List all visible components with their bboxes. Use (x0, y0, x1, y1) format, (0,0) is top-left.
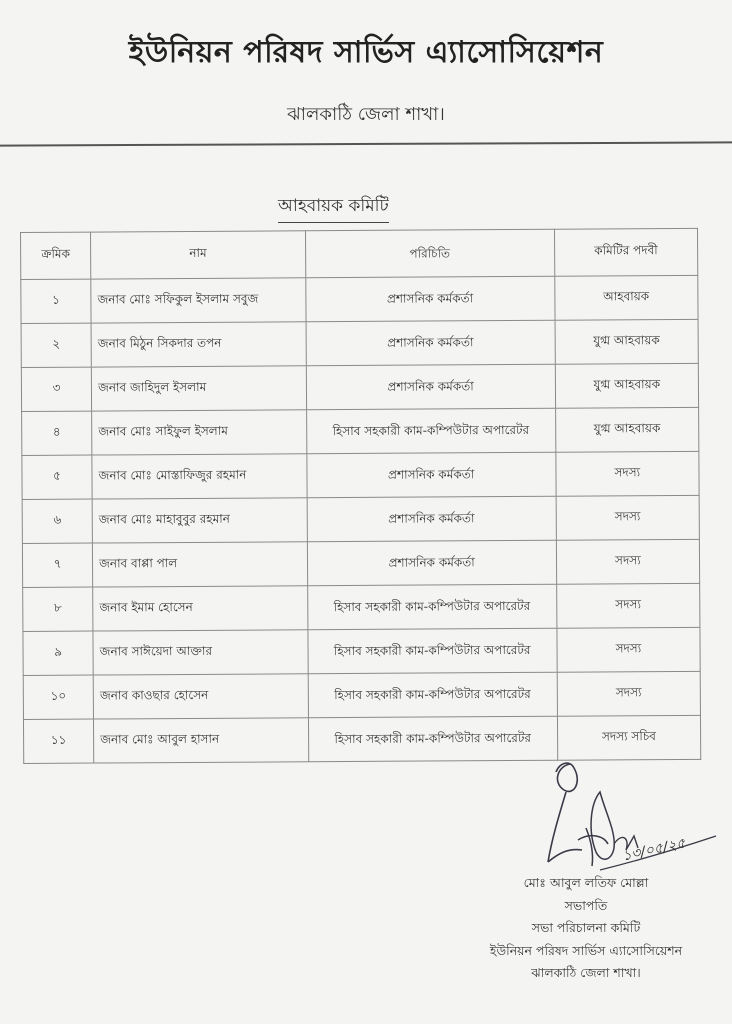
header-serial: ক্রমিক (21, 232, 91, 279)
table-row (21, 319, 698, 367)
table-row (21, 363, 698, 411)
header-committee-post: কমিটির পদবী (554, 228, 698, 276)
row-designation: হিসাব সহকারী কাম-কম্পিউটার অপারেটর (308, 716, 557, 762)
row-name: জনাব সাঈয়েদা আক্তার (93, 630, 308, 675)
table-row (22, 407, 699, 455)
row-serial: ২ (21, 323, 91, 367)
row-designation: প্রশাসনিক কর্মকর্তা (305, 276, 554, 322)
row-serial: ৩ (21, 367, 91, 411)
signatory-branch: ঝালকাঠি জেলা শাখা। (531, 965, 641, 980)
row-committee-post: সদস্য (556, 495, 700, 540)
row-committee-post: সদস্য (557, 627, 701, 672)
row-name: জনাব মোঃ সাইফুল ইসলাম (92, 410, 307, 455)
row-serial: ১১ (23, 719, 93, 763)
row-committee-post: সদস্য (556, 539, 700, 584)
row-designation: হিসাব সহকারী কাম-কম্পিউটার অপারেটর (306, 408, 555, 454)
table-row (21, 275, 698, 323)
row-designation: হিসাব সহকারী কাম-কম্পিউটার অপারেটর (307, 584, 556, 630)
row-serial: ১০ (23, 675, 93, 719)
table-row (23, 583, 700, 631)
row-committee-post: সদস্য (556, 583, 700, 628)
row-serial: ১ (21, 279, 91, 323)
table-row (23, 671, 700, 719)
row-serial: ৮ (23, 587, 93, 631)
table-header-row (21, 228, 698, 279)
row-name: জনাব ইমাম হোসেন (93, 586, 308, 631)
row-name: জনাব বাপ্পা পাল (93, 542, 308, 587)
committee-title: আহবায়ক কমিটি (278, 193, 389, 223)
signatory-organization: ইউনিয়ন পরিষদ সার্ভিস এ্যাসোসিয়েশন (489, 942, 683, 958)
row-designation: প্রশাসনিক কর্মকর্তা (306, 452, 555, 498)
row-name: জনাব মোঃ আবুল হাসান (94, 718, 309, 763)
row-designation: প্রশাসনিক কর্মকর্তা (306, 320, 555, 366)
row-designation: হিসাব সহকারী কাম-কম্পিউটার অপারেটর (308, 628, 557, 674)
page-title: ইউনিয়ন পরিষদ সার্ভিস এ্যাসোসিয়েশন (128, 35, 604, 70)
row-serial: ৬ (22, 499, 92, 543)
row-designation: প্রশাসনিক কর্মকর্তা (307, 496, 556, 542)
row-committee-post: যুগ্ম আহবায়ক (555, 407, 699, 452)
table-row (22, 539, 699, 587)
header-divider (0, 141, 732, 146)
row-name: জনাব জাহিদুল ইসলাম (91, 366, 306, 411)
signatory-role: সভাপতি (564, 897, 608, 913)
row-name: জনাব কাওছার হোসেন (93, 674, 308, 719)
signatory-block (440, 872, 732, 985)
row-name: জনাব মোঃ মাহাবুবুর রহমান (92, 498, 307, 543)
header-designation: পরিচিতি (305, 229, 554, 278)
committee-table (20, 228, 701, 764)
table-row (22, 495, 699, 543)
row-committee-post: যুগ্ম আহবায়ক (555, 319, 699, 364)
row-designation: হিসাব সহকারী কাম-কম্পিউটার অপারেটর (308, 672, 557, 718)
page-subtitle: ঝালকাঠি জেলা শাখা। (287, 104, 445, 125)
table-row (22, 451, 699, 499)
row-serial: ৯ (23, 631, 93, 675)
row-committee-post: আহবায়ক (554, 275, 698, 320)
row-designation: প্রশাসনিক কর্মকর্তা (306, 364, 555, 410)
row-name: জনাব মোঃ সফিকুল ইসলাম সবুজ (91, 278, 306, 323)
header-name: নাম (91, 231, 306, 279)
row-name: জনাব মিঠুন সিকদার তপন (91, 322, 306, 367)
row-serial: ৪ (22, 411, 92, 455)
row-serial: ৫ (22, 455, 92, 499)
row-designation: প্রশাসনিক কর্মকর্তা (307, 540, 556, 586)
row-name: জনাব মোঃ মোস্তাফিজুর রহমান (92, 454, 307, 499)
signatory-name: মোঃ আবুল লতিফ মোল্লা (523, 875, 649, 890)
signatory-committee: সভা পরিচালনা কমিটি (531, 920, 641, 935)
row-committee-post: সদস্য সচিব (557, 715, 701, 760)
row-committee-post: যুগ্ম আহবায়ক (555, 363, 699, 408)
table-row (23, 627, 700, 675)
signature-date: ১৩/০৫/২৫ (621, 835, 687, 865)
row-committee-post: সদস্য (557, 671, 701, 716)
row-committee-post: সদস্য (555, 451, 699, 496)
row-serial: ৭ (22, 543, 92, 587)
